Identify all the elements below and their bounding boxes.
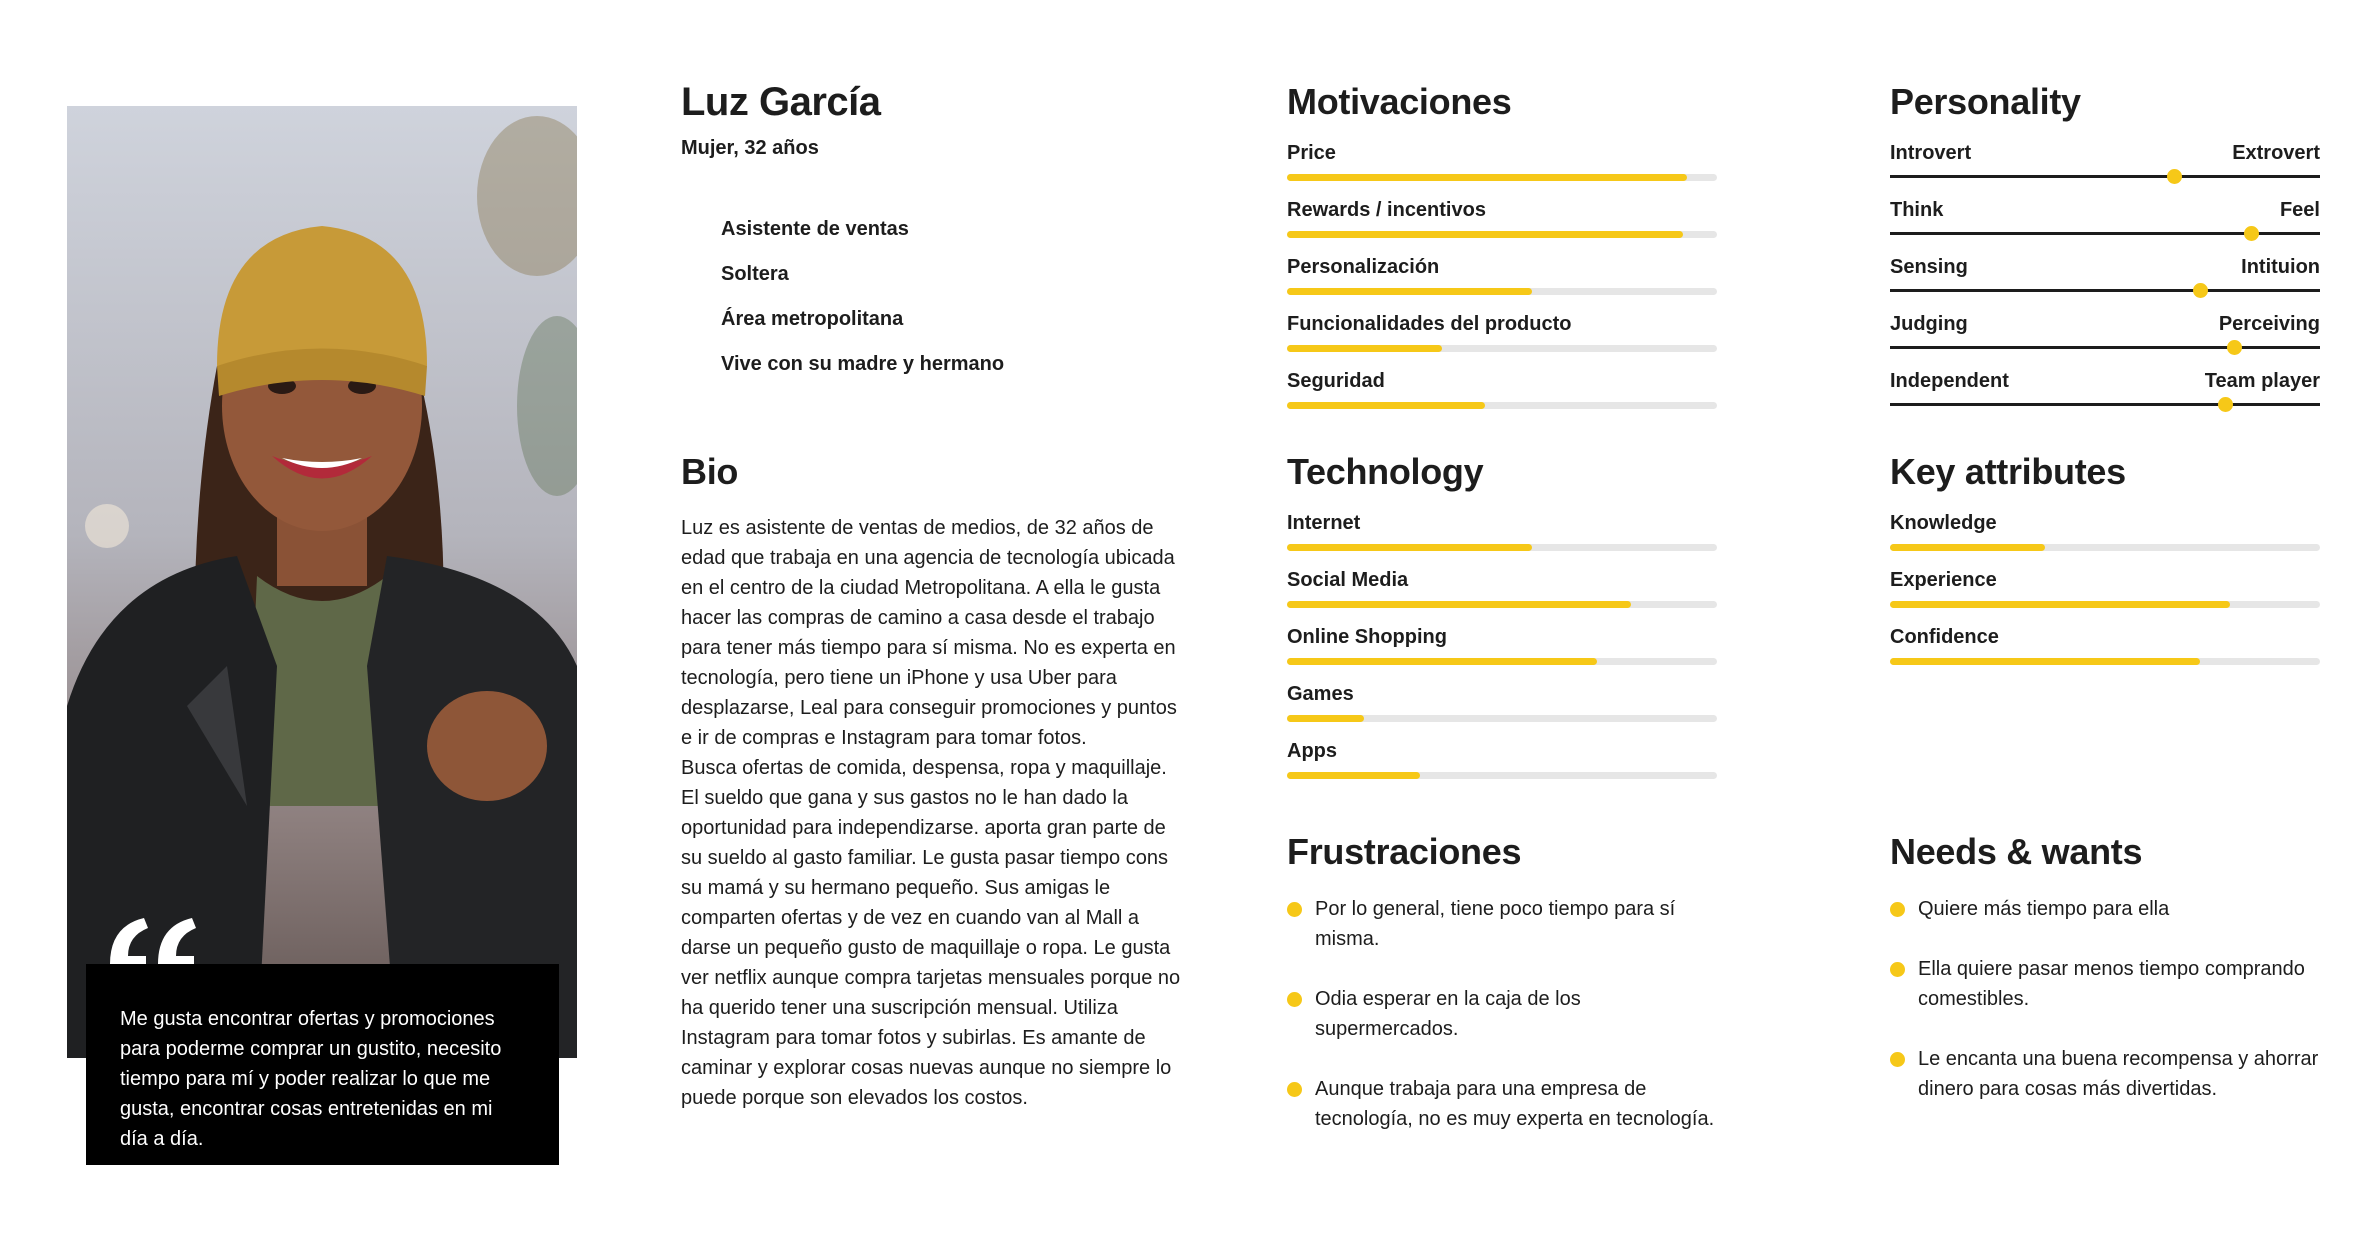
bar-fill [1287, 772, 1420, 779]
slider-dot [2193, 283, 2208, 298]
bar-fill [1287, 345, 1442, 352]
bar-item [1287, 197, 1717, 254]
bar-fill [1287, 658, 1597, 665]
bar-track [1287, 345, 1717, 352]
slider-left-label: Independent [1890, 370, 2009, 392]
personality-slider [1890, 197, 2320, 254]
bar-fill [1287, 601, 1631, 608]
bar-item [1287, 738, 1717, 795]
slider-right-label: Team player [2204, 370, 2320, 392]
slider-right-label: Intituion [2241, 256, 2320, 278]
slider-line [1890, 232, 2320, 235]
bar-label: Online Shopping [1287, 626, 1447, 648]
bar-label: Rewards / incentivos [1287, 199, 1486, 221]
persona-facts [721, 216, 1004, 396]
slider-right-label: Perceiving [2218, 313, 2320, 335]
personality-slider [1890, 368, 2320, 425]
slider-left-label: Introvert [1890, 142, 1972, 164]
bar-item [1287, 681, 1717, 738]
bar-fill [1287, 288, 1532, 295]
bar-label: Confidence [1890, 626, 1999, 648]
bar-track [1287, 544, 1717, 551]
bullet-dot-icon [1287, 1082, 1302, 1097]
bullet-item [1287, 984, 1717, 1044]
quote-text: Me gusta encontrar ofertas y promociones para poderme comprar un gustito, necesito tiempo para mí y poder realizar lo que me gusta, encontrar cosas entretenidas en mi día a día. [120, 1008, 502, 1150]
bar-track [1890, 601, 2320, 608]
bullet-dot-icon [1890, 902, 1905, 917]
bio-text [681, 513, 1191, 1113]
needs-list [1890, 894, 2320, 1134]
bio-paragraph: El sueldo que gana y sus gastos no le han dado la oportunidad para independizarse. aporta gran parte de su sueldo al gasto familiar. Le gusta pasar tiempo cons su mamá y su hermano pequeño. Sus amigas le comparten ofertas y de vez en cuando van al Mall a darse un pequeño gusto de maquillaje o ropa. Le gusta ver netflix aunque compra tarjetas mensuales porque no ha querido tener una suscripción mensual. Utiliza Instagram para tomar fotos y subirlas. Es amante de caminar y explorar cosas nuevas aunque no siempre lo puede porque son elevados los costos. [681, 787, 1181, 1109]
bullet-item [1890, 954, 2320, 1014]
slider-labels [1890, 368, 2320, 394]
bullet-text: Aunque trabaja para una empresa de tecnología, no es muy experta en tecnología. [1315, 1078, 1715, 1130]
technology-title: Technology [1287, 451, 1484, 492]
bar-item [1287, 140, 1717, 197]
bar-fill [1890, 658, 2200, 665]
bullet-text: Le encanta una buena recompensa y ahorrar dinero para cosas más divertidas. [1918, 1048, 2319, 1100]
bar-track [1287, 402, 1717, 409]
bullet-item [1890, 894, 2320, 924]
bar-item [1890, 567, 2320, 624]
bullet-text: Por lo general, tiene poco tiempo para sí misma. [1315, 898, 1676, 950]
persona-name: Luz García [681, 80, 881, 124]
bar-label: Games [1287, 683, 1354, 705]
bar-item [1890, 510, 2320, 567]
personality-title: Personality [1890, 81, 2081, 122]
bullet-text: Odia esperar en la caja de los supermercados. [1315, 988, 1581, 1040]
bar-track [1287, 715, 1717, 722]
bar-label: Internet [1287, 512, 1361, 534]
bio-title: Bio [681, 451, 739, 492]
personality-slider [1890, 254, 2320, 311]
bar-track [1890, 658, 2320, 665]
slider-right-label: Feel [2279, 199, 2320, 221]
slider-left-label: Sensing [1890, 256, 1968, 278]
frustraciones-list [1287, 894, 1717, 1164]
bar-item [1287, 567, 1717, 624]
bar-item [1287, 624, 1717, 681]
bar-track [1890, 544, 2320, 551]
bar-track [1287, 601, 1717, 608]
bar-item [1890, 624, 2320, 681]
slider-left-label: Think [1890, 199, 1944, 221]
bullet-text: Ella quiere pasar menos tiempo comprando comestibles. [1918, 958, 2305, 1010]
slider-line [1890, 289, 2320, 292]
fact-item: Vive con su madre y hermano [721, 353, 1005, 375]
persona-photo-illustration [67, 106, 577, 1058]
bar-fill [1287, 544, 1532, 551]
bar-label: Apps [1287, 740, 1337, 762]
personality-slider [1890, 140, 2320, 197]
slider-line [1890, 403, 2320, 406]
bar-track [1287, 288, 1717, 295]
motivaciones-list [1287, 140, 1717, 425]
bar-item [1287, 368, 1717, 425]
bar-track [1287, 231, 1717, 238]
slider-right-label: Extrovert [2232, 142, 2320, 164]
slider-line [1890, 346, 2320, 349]
slider-dot [2227, 340, 2242, 355]
slider-labels [1890, 140, 2320, 166]
bar-label: Funcionalidades del producto [1287, 313, 1572, 335]
persona-subtitle: Mujer, 32 años [681, 137, 819, 159]
fact-item: Soltera [721, 263, 789, 285]
persona-photo [67, 106, 577, 1058]
bar-fill [1890, 544, 2045, 551]
bar-fill [1287, 402, 1485, 409]
technology-list [1287, 510, 1717, 795]
frustraciones-title: Frustraciones [1287, 831, 1522, 872]
bar-fill [1287, 715, 1364, 722]
slider-dot [2244, 226, 2259, 241]
personality-slider [1890, 311, 2320, 368]
slider-dot [2167, 169, 2182, 184]
bar-item [1287, 254, 1717, 311]
fact-item: Área metropolitana [721, 308, 904, 330]
bar-label: Knowledge [1890, 512, 1997, 534]
slider-dot [2218, 397, 2233, 412]
bar-fill [1287, 231, 1683, 238]
needs-title: Needs & wants [1890, 831, 2143, 872]
slider-left-label: Judging [1890, 313, 1968, 335]
bio-paragraph: Luz es asistente de ventas de medios, de 32 años de edad que trabaja en una agencia de tecnología ubicada en el centro de la ciudad Metropolitana. A ella le gusta hacer las compras de camino a casa desde el trabajo para tener más tiempo para sí misma. No es experta en tecnología, pero tiene un iPhone y usa Uber para desplazarse, Leal para conseguir promociones y puntos e ir de compras e Instagram para tomar fotos. [681, 517, 1177, 749]
bar-label: Personalización [1287, 256, 1440, 278]
bar-fill [1890, 601, 2230, 608]
bullet-text: Quiere más tiempo para ella [1918, 898, 2170, 920]
quote-box [86, 964, 559, 1165]
bullet-item [1890, 1044, 2320, 1104]
bar-fill [1287, 174, 1687, 181]
bullet-dot-icon [1890, 1052, 1905, 1067]
key-attributes-title: Key attributes [1890, 451, 2126, 492]
bullet-item [1287, 1074, 1717, 1134]
bar-label: Price [1287, 142, 1336, 164]
bullet-dot-icon [1287, 902, 1302, 917]
bar-item [1287, 510, 1717, 567]
bullet-item [1287, 894, 1717, 954]
bar-label: Seguridad [1287, 370, 1385, 392]
bullet-dot-icon [1890, 962, 1905, 977]
bar-label: Social Media [1287, 569, 1409, 591]
motivaciones-title: Motivaciones [1287, 81, 1512, 122]
fact-item: Asistente de ventas [721, 218, 909, 240]
slider-labels [1890, 254, 2320, 280]
bar-label: Experience [1890, 569, 1997, 591]
slider-labels [1890, 197, 2320, 223]
bar-track [1287, 658, 1717, 665]
bar-track [1287, 772, 1717, 779]
bar-track [1287, 174, 1717, 181]
bio-paragraph: Busca ofertas de comida, despensa, ropa y maquillaje. [681, 757, 1167, 779]
slider-labels [1890, 311, 2320, 337]
bar-item [1287, 311, 1717, 368]
key-attributes-list [1890, 510, 2320, 681]
bullet-dot-icon [1287, 992, 1302, 1007]
slider-line [1890, 175, 2320, 178]
personality-list [1890, 140, 2320, 425]
